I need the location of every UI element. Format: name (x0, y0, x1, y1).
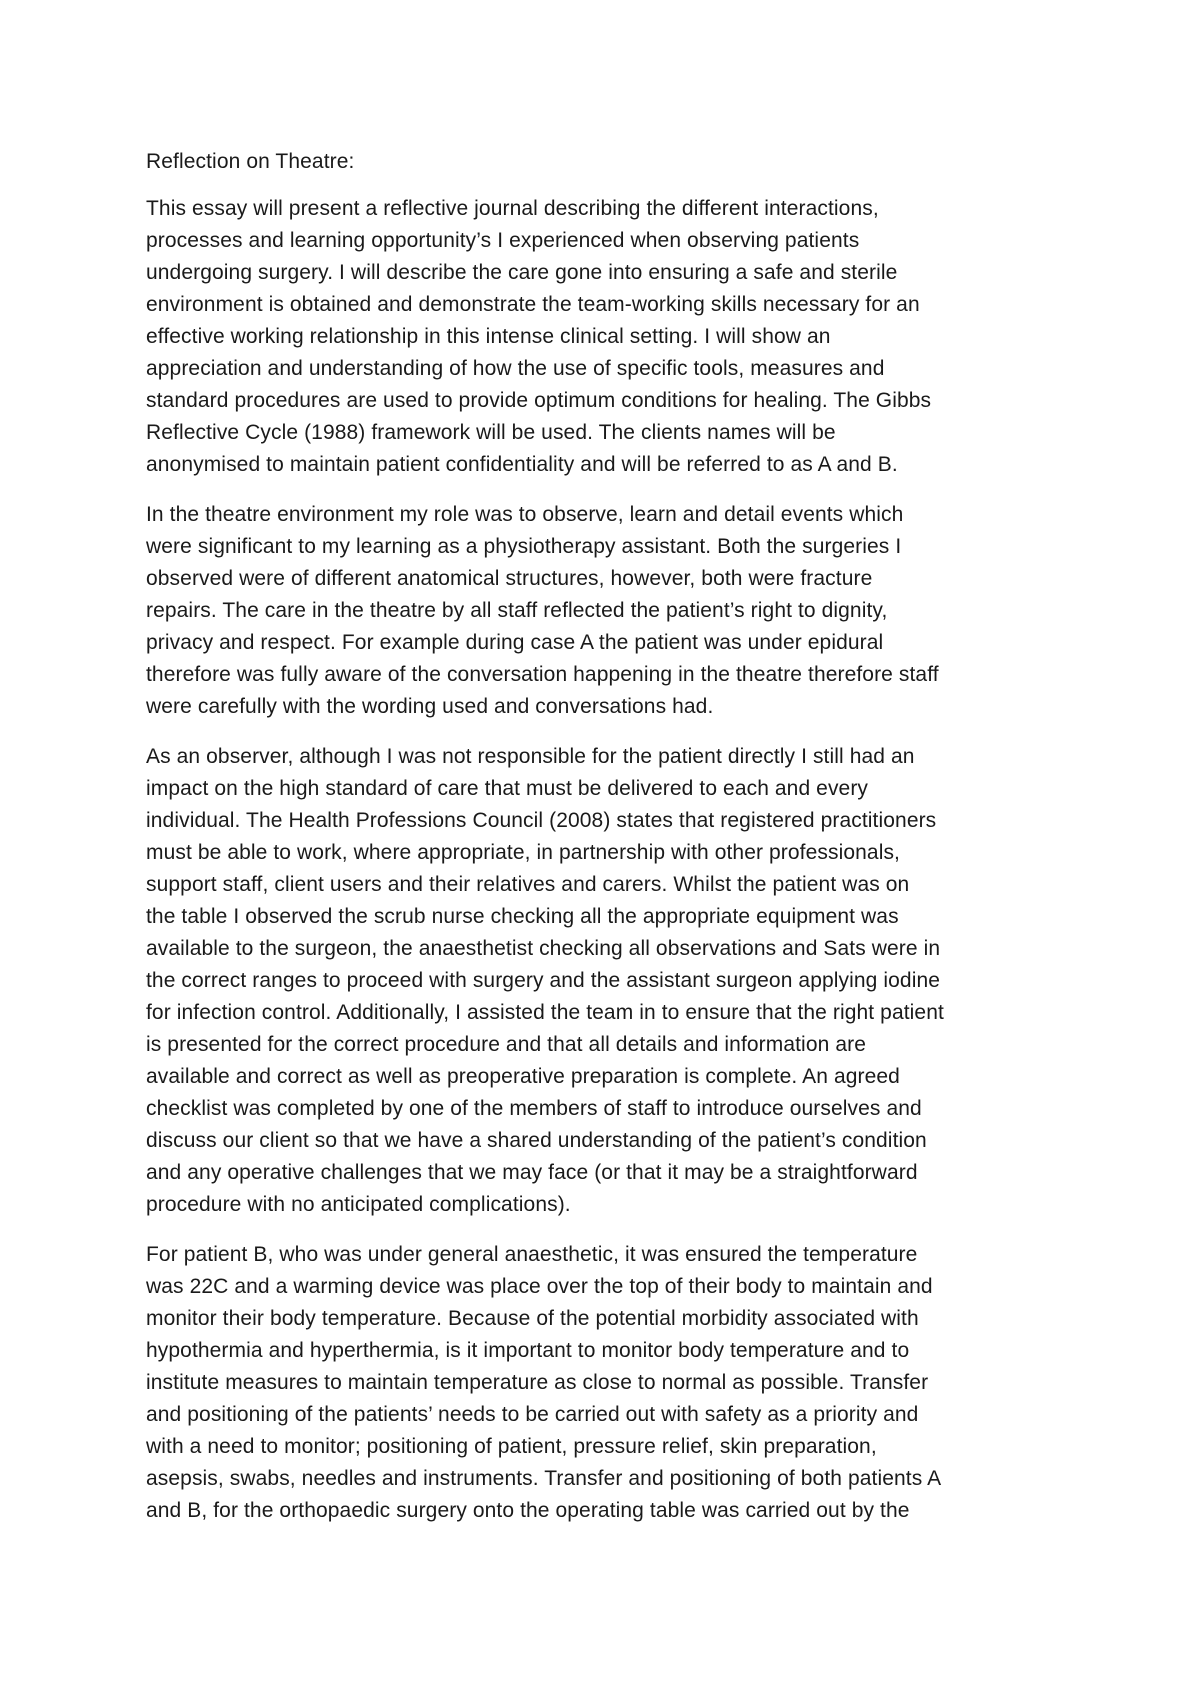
text-line: discuss our client so that we have a shared understanding of the patient’s condition (146, 1129, 927, 1152)
text-line: were significant to my learning as a physiotherapy assistant. Both the surgeries I (146, 535, 902, 558)
text-line: Reflective Cycle (1988) framework will be used. The clients names will be (146, 421, 836, 444)
text-line: checklist was completed by one of the members of staff to introduce ourselves and (146, 1097, 922, 1120)
text-line: monitor their body temperature. Because of the potential morbidity associated with (146, 1307, 919, 1330)
text-line: must be able to work, where appropriate, in partnership with other professionals, (146, 841, 900, 864)
paragraph-observer-role (146, 741, 1076, 1221)
document-heading: Reflection on Theatre: (146, 150, 355, 173)
text-line: For patient B, who was under general anaesthetic, it was ensured the temperature (146, 1243, 918, 1266)
text-line: therefore was fully aware of the conversation happening in the theatre therefore staff (146, 663, 939, 686)
text-line: impact on the high standard of care that must be delivered to each and every (146, 777, 869, 800)
text-line: available to the surgeon, the anaesthetist checking all observations and Sats were in (146, 937, 941, 960)
text-line: asepsis, swabs, needles and instruments. Transfer and positioning of both patients A (146, 1467, 942, 1490)
text-line: environment is obtained and demonstrate the team-working skills necessary for an (146, 293, 920, 316)
text-line: were carefully with the wording used and conversations had. (146, 695, 714, 718)
text-line: anonymised to maintain patient confidentiality and will be referred to as A and B. (146, 453, 898, 476)
text-line: hypothermia and hyperthermia, is it important to monitor body temperature and to (146, 1339, 910, 1362)
text-line: individual. The Health Professions Council (2008) states that registered practitioners (146, 809, 937, 832)
paragraph-theatre-environment (146, 499, 1076, 723)
text-line: and any operative challenges that we may face (or that it may be a straightforward (146, 1161, 918, 1184)
text-line: effective working relationship in this intense clinical setting. I will show an (146, 325, 831, 348)
text-line: for infection control. Additionally, I assisted the team in to ensure that the right patient (146, 1001, 944, 1024)
text-line: procedure with no anticipated complications). (146, 1193, 571, 1216)
document-body (146, 146, 1076, 1545)
text-line: This essay will present a reflective journal describing the different interactions, (146, 197, 879, 220)
text-line: support staff, client users and their relatives and carers. Whilst the patient was on (146, 873, 910, 896)
text-line: standard procedures are used to provide optimum conditions for healing. The Gibbs (146, 389, 932, 412)
paragraph-patient-b (146, 1239, 1076, 1527)
text-line: and B, for the orthopaedic surgery onto the operating table was carried out by the (146, 1499, 910, 1522)
text-line: available and correct as well as preoperative preparation is complete. An agreed (146, 1065, 900, 1088)
text-line: processes and learning opportunity’s I experienced when observing patients (146, 229, 860, 252)
text-line: institute measures to maintain temperature as close to normal as possible. Transfer (146, 1371, 929, 1394)
text-line: is presented for the correct procedure and that all details and information are (146, 1033, 866, 1056)
paragraph-introduction (146, 193, 1076, 481)
text-line: appreciation and understanding of how the use of specific tools, measures and (146, 357, 885, 380)
text-line: observed were of different anatomical structures, however, both were fracture (146, 567, 873, 590)
text-line: undergoing surgery. I will describe the care gone into ensuring a safe and sterile (146, 261, 898, 284)
text-line: In the theatre environment my role was to observe, learn and detail events which (146, 503, 904, 526)
text-line: the table I observed the scrub nurse checking all the appropriate equipment was (146, 905, 899, 928)
text-line: and positioning of the patients’ needs to be carried out with safety as a priority and (146, 1403, 919, 1426)
text-line: was 22C and a warming device was place over the top of their body to maintain and (146, 1275, 933, 1298)
text-line: with a need to monitor; positioning of patient, pressure relief, skin preparation, (146, 1435, 877, 1458)
text-line: privacy and respect. For example during case A the patient was under epidural (146, 631, 884, 654)
text-line: the correct ranges to proceed with surgery and the assistant surgeon applying iodine (146, 969, 941, 992)
text-line: As an observer, although I was not responsible for the patient directly I still had an (146, 745, 915, 768)
text-line: repairs. The care in the theatre by all staff reflected the patient’s right to dignity, (146, 599, 888, 622)
